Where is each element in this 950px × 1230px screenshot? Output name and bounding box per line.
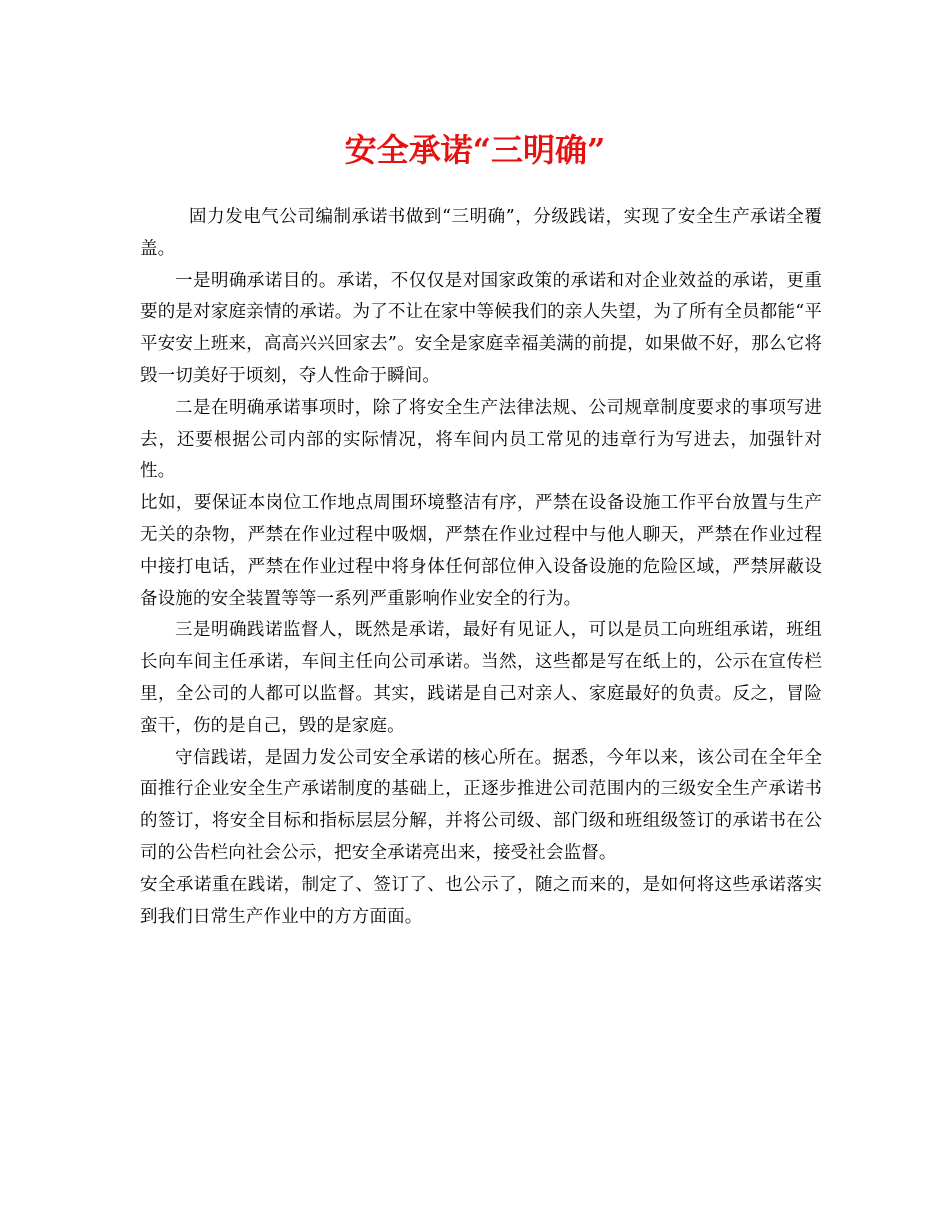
paragraph-intro: 固力发电气公司编制承诺书做到“三明确”，分级践诺，实现了安全生产承诺全覆盖。 bbox=[140, 207, 822, 259]
paragraph-keeping-promise: 守信践诺，是固力发公司安全承诺的核心所在。据悉，今年以来，该公司在全年全面推行企业安全生产承诺制度的基础上，正逐步推进公司范围内的三级安全生产承诺书的签订，将安全目标和指标层层分解，并将公司级、部门级和班组级签订的承诺书在公司的公告栏向社会公示，把安全承诺亮出来，接受社会监督。 bbox=[140, 747, 822, 863]
paragraph-conclusion: 安全承诺重在践诺，制定了、签订了、也公示了，随之而来的，是如何将这些承诺落实到我们日常生产作业中的方方面面。 bbox=[140, 874, 822, 927]
document-body bbox=[140, 202, 822, 933]
paragraph-examples: 比如，要保证本岗位工作地点周围环境整洁有序，严禁在设备设施工作平台放置与生产无关的杂物，严禁在作业过程中吸烟，严禁在作业过程中与他人聊天，严禁在作业过程中接打电话，严禁在作业过程中将身体任何部位伸入设备设施的危险区域，严禁屏蔽设备设施的安全装置等等一系列严重影响作业安全的行为。 bbox=[140, 493, 822, 609]
paragraph-supervisor: 三是明确践诺监督人，既然是承诺，最好有见证人，可以是员工向班组承诺，班组长向车间主任承诺，车间主任向公司承诺。当然，这些都是写在纸上的，公示在宣传栏里，全公司的人都可以监督。其实，践诺是自己对亲人、家庭最好的负责。反之，冒险蛮干，伤的是自己，毁的是家庭。 bbox=[140, 620, 822, 736]
paragraph-purpose: 一是明确承诺目的。承诺，不仅仅是对国家政策的承诺和对企业效益的承诺，更重要的是对家庭亲情的承诺。为了不让在家中等候我们的亲人失望，为了所有全员都能“平平安安上班来，高高兴兴回家去”。安全是家庭幸福美满的前提，如果做不好，那么它将毁一切美好于顷刻，夺人性命于瞬间。 bbox=[140, 270, 822, 386]
document-title: 安全承诺“三明确” bbox=[344, 131, 606, 169]
paragraph-matters: 二是在明确承诺事项时，除了将安全生产法律法规、公司规章制度要求的事项写进去，还要根据公司内部的实际情况，将车间内员工常见的违章行为写进去，加强针对性。 bbox=[140, 397, 822, 482]
